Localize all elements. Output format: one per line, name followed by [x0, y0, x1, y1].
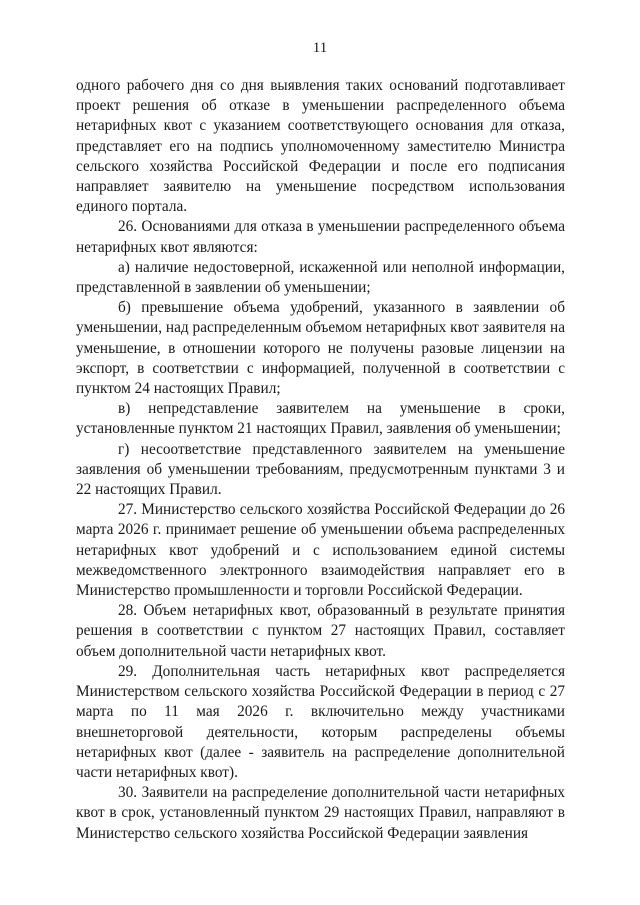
- paragraph-26-g: г) несоответствие представленного заявителем на уменьшение заявления об уменьшении требованиям, предусмотренным пунктами 3 и 22 настоящих Правил.: [76, 440, 565, 499]
- paragraph-26-b: б) превышение объема удобрений, указанного в заявлении об уменьшении, над распределенным объемом нетарифных квот заявителя на уменьшение, в отношении которого не получены разовые лицензии на экспорт, в соответствии с информацией, полученной в соответствии с пунктом 24 настоящих Правил;: [76, 299, 565, 398]
- paragraph-26: 26. Основаниями для отказа в уменьшении распределенного объема нетарифных квот являются:: [76, 218, 565, 256]
- paragraph-continuation: одного рабочего дня со дня выявления таких оснований подготавливает проект решения об отказе в уменьшении распределенного объема нетарифных квот с указанием соответствующего основания для отказа, представляет его на подпись уполномоченному заместителю Министра сельского хозяйства Российской Федерации и после его подписания направляет заявителю на уменьшение посредством использования единого портала.: [76, 77, 565, 216]
- page-number: 11: [312, 40, 328, 56]
- paragraph-28: 28. Объем нетарифных квот, образованный в результате принятия решения в соответствии с пунктом 27 настоящих Правил, составляет объем дополнительной части нетарифных квот.: [76, 602, 565, 660]
- paragraph-30: 30. Заявители на распределение дополнительной части нетарифных квот в срок, установленный пунктом 29 настоящих Правил, направляют в Министерство сельского хозяйства Российской Федерации заявления: [76, 784, 565, 842]
- document-body: [76, 76, 565, 844]
- paragraph-27: 27. Министерство сельского хозяйства Российской Федерации до 26 марта 2026 г. принимает решение об уменьшении объема распределенных нетарифных квот удобрений и с использованием единой системы межведомственного электронного взаимодействия направляет его в Министерство промышленности и торговли Российской Федерации.: [76, 501, 565, 600]
- paragraph-29: 29. Дополнительная часть нетарифных квот распределяется Министерством сельского хозяйства Российской Федерации в период с 27 марта по 11 мая 2026 г. включительно между участниками внешнеторговой деятельности, которым распределены объемы нетарифных квот (далее - заявитель на распределение дополнительной части нетарифных квот).: [76, 662, 565, 781]
- paragraph-26-v: в) непредставление заявителем на уменьшение в сроки, установленные пунктом 21 настоящих Правил, заявления об уменьшении;: [76, 400, 565, 438]
- paragraph-26-a: а) наличие недостоверной, искаженной или неполной информации, представленной в заявлении об уменьшении;: [76, 258, 565, 297]
